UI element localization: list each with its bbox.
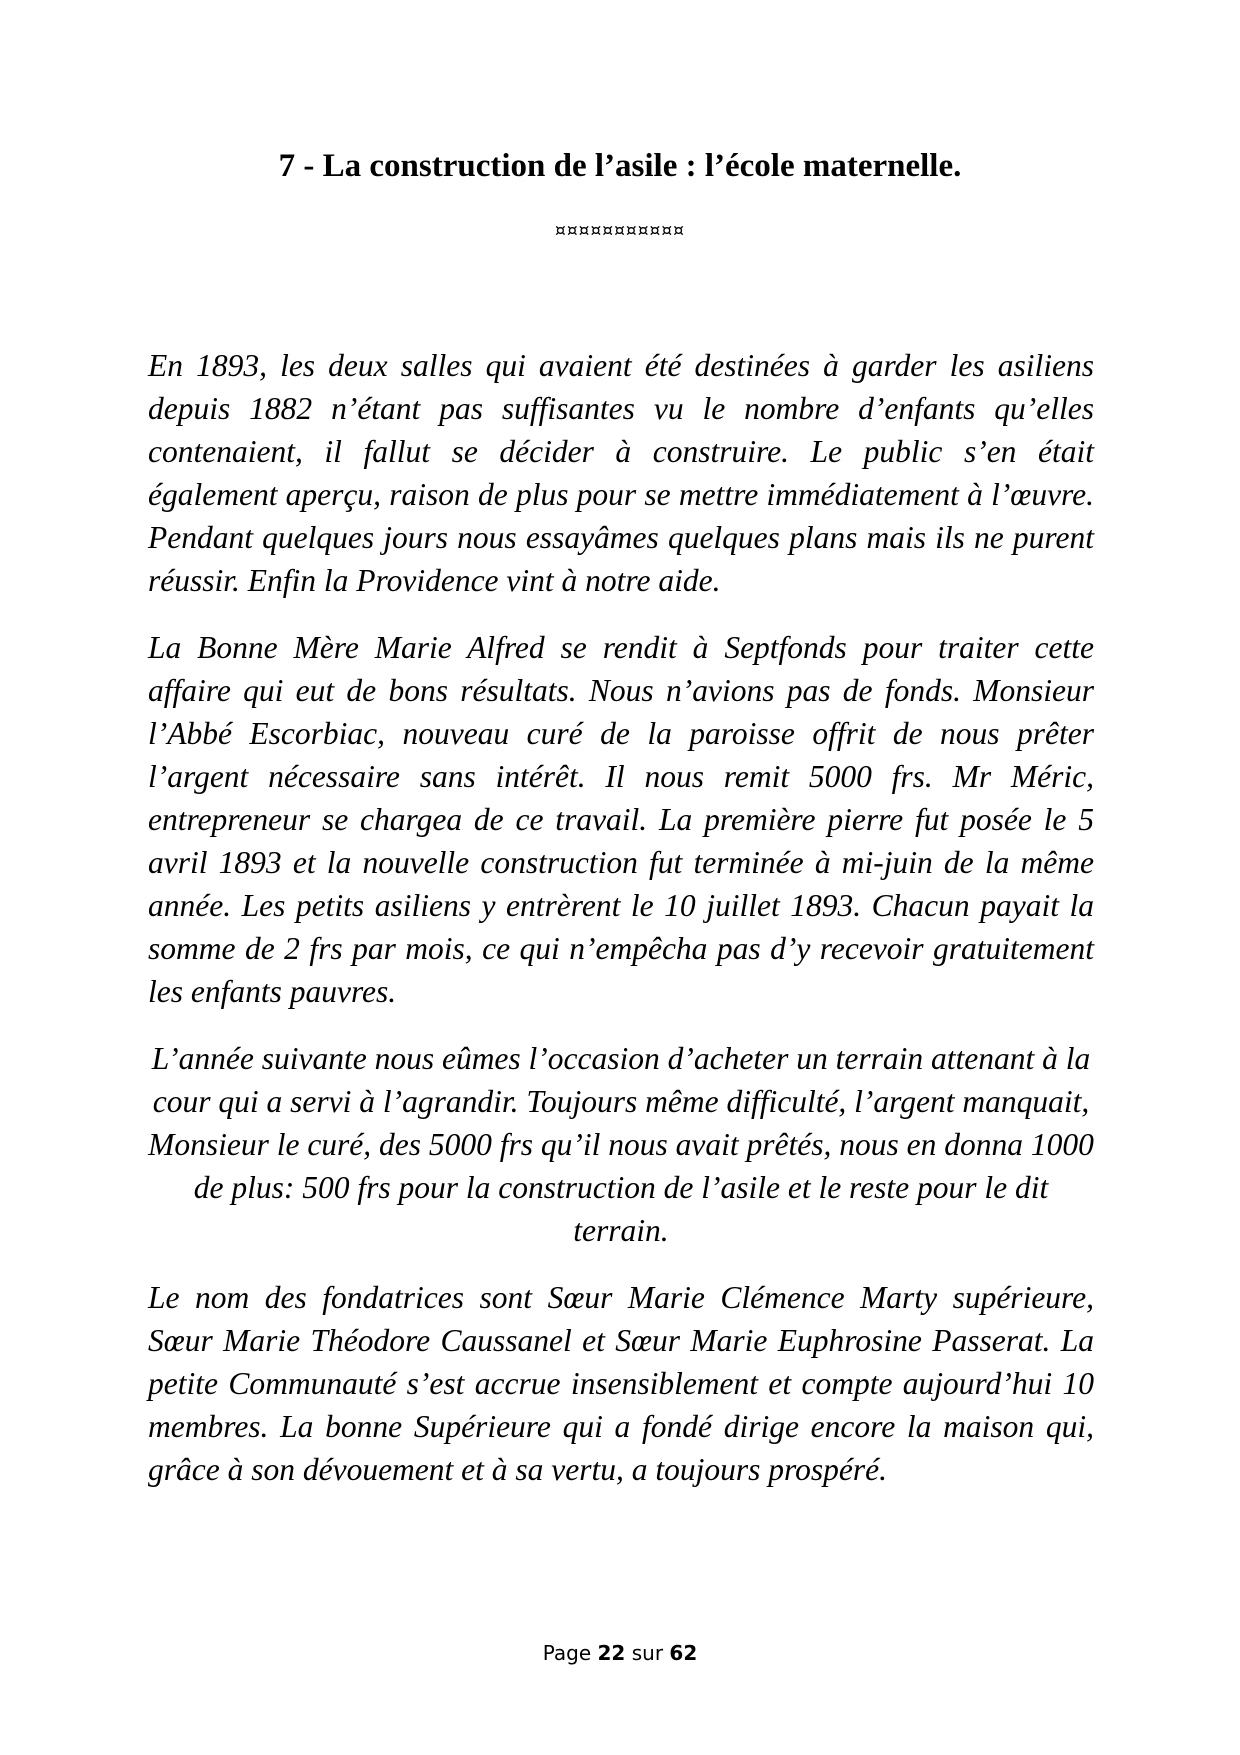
ornament-divider: ¤¤¤¤¤¤¤¤¤¤¤ xyxy=(555,221,685,241)
paragraph-2: La Bonne Mère Marie Alfred se rendit à Septfonds pour traiter cette affaire qui eut de bons résultats. Nous n’avions pas de fonds. Monsieur l’Abbé Escorbiac, nouveau curé de la paroisse offrit de nous prêter l’argent nécessaire sans intérêt. Il nous remit 5000 frs. Mr Méric, entrepreneur se chargea de ce travail. La première pierre fut posée le 5 avril 1893 et la nouvelle construction fut terminée à mi-juin de la même année. Les petits asiliens y entrèrent le 10 juillet 1893. Chacun payait la somme de 2 frs par mois, ce qui n’empêcha pas d’y recevoir gratuitement les enfants pauvres. xyxy=(148,630,1094,1009)
footer-separator: sur xyxy=(631,1641,664,1665)
page-footer xyxy=(0,1640,1240,1666)
page-title: 7 - La construction de l’asile : l’école maternelle. xyxy=(278,148,962,184)
body-text xyxy=(148,344,1094,1515)
total-pages-number: 62 xyxy=(669,1641,698,1665)
paragraph-4: Le nom des fondatrices sont Sœur Marie Clémence Marty supérieure, Sœur Marie Théodore Caussanel et Sœur Marie Euphrosine Passerat. La petite Communauté s’est accrue insensiblement et compte aujourd’hui 10 membres. La bonne Supérieure qui a fondé dirige encore la maison qui, grâce à son dévouement et à sa vertu, a toujours prospéré. xyxy=(148,1280,1094,1487)
paragraph-3: L’année suivante nous eûmes l’occasion d’acheter un terrain attenant à la cour qui a servi à l’agrandir. Toujours même difficulté, l’argent manquait, Monsieur le curé, des 5000 frs qu’il nous avait prêtés, nous en donna 1000 de plus: 500 frs pour la construction de l’asile et le reste pour le dit terrain. xyxy=(148,1041,1094,1248)
footer-prefix: Page xyxy=(542,1641,592,1665)
paragraph-1: En 1893, les deux salles qui avaient été destinées à garder les asiliens depuis 1882 n’étant pas suffisantes vu le nombre d’enfants qu’elles contenaient, il fallut se décider à construire. Le public s’en était également aperçu, raison de plus pour se mettre immédiatement à l’œuvre. Pendant quelques jours nous essayâmes quelques plans mais ils ne purent réussir. Enfin la Providence vint à notre aide. xyxy=(148,348,1094,598)
current-page-number: 22 xyxy=(597,1641,626,1665)
